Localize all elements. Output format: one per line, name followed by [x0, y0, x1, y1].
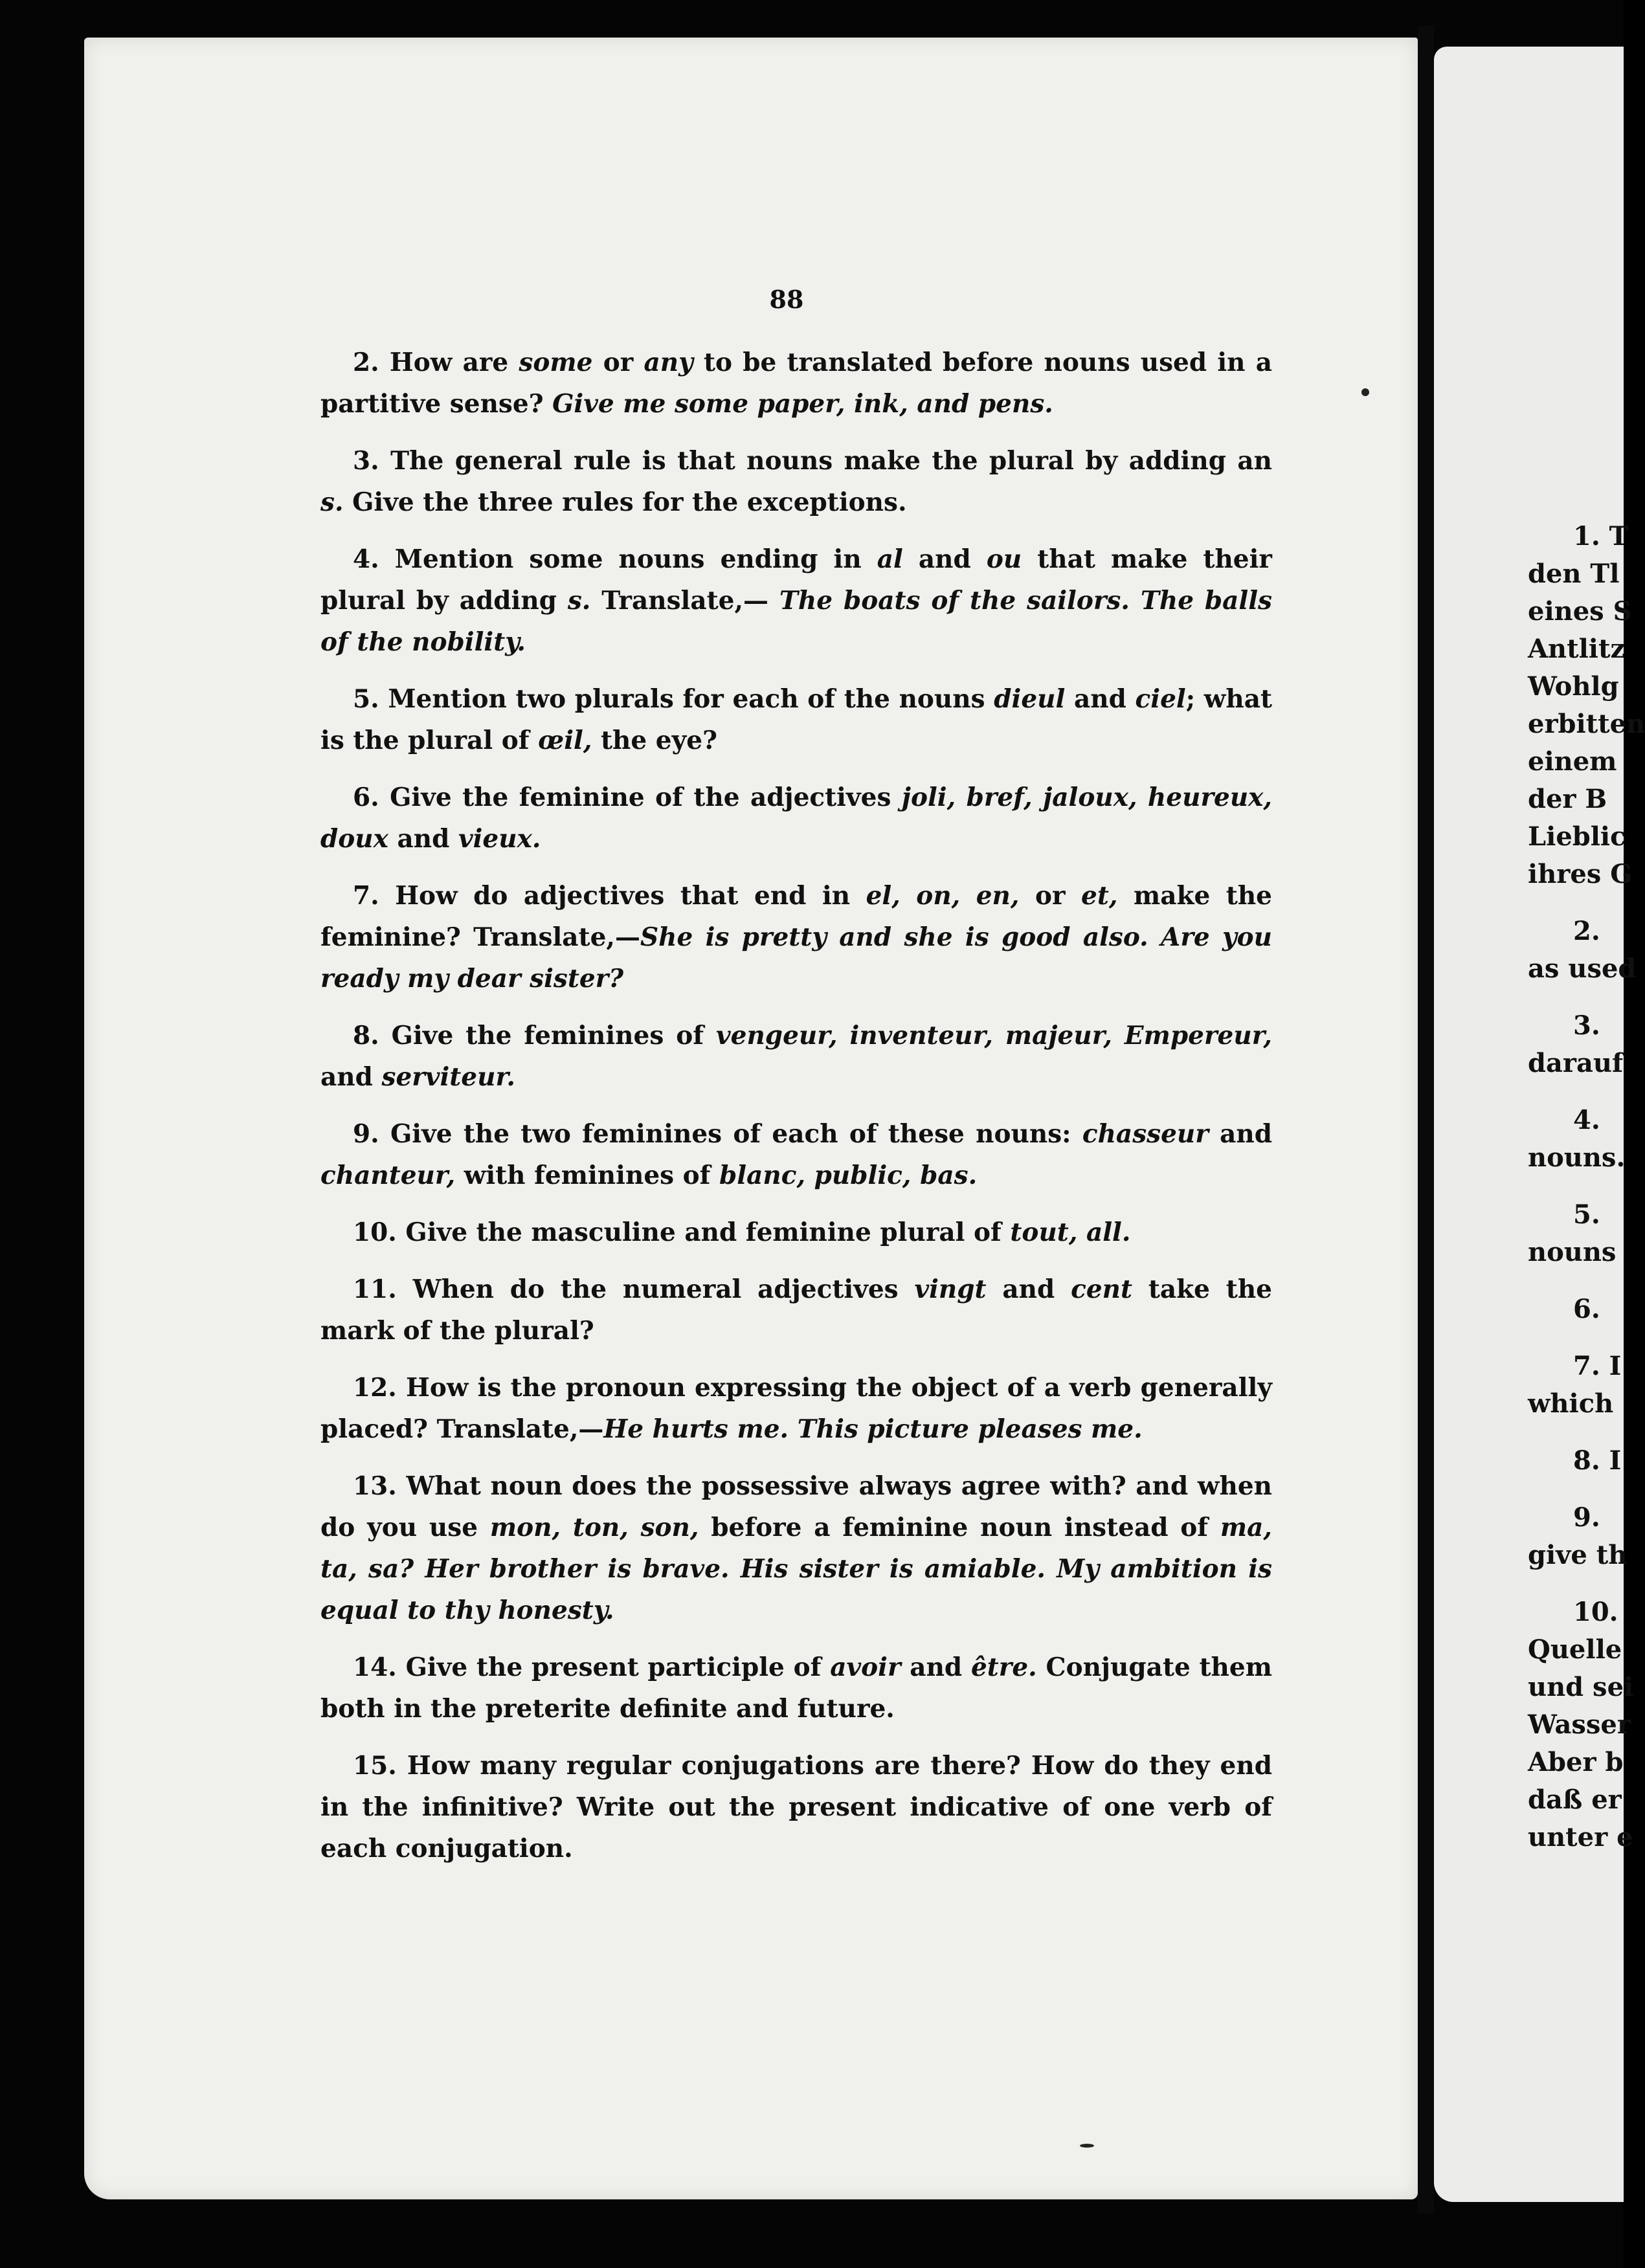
question-text: or	[592, 348, 644, 377]
question-item	[320, 1269, 1272, 1351]
question-italic-text: ciel	[1135, 684, 1186, 714]
question-text: 9. Give the two feminines of each of these nouns:	[353, 1119, 1082, 1149]
question-text: or	[1019, 881, 1082, 911]
facing-page-line: darauf	[1528, 1048, 1624, 1078]
question-italic-text: vengeur, inventeur, majeur, Empereur,	[715, 1021, 1273, 1051]
line-gap	[1528, 1177, 1631, 1196]
question-italic-text: ou	[986, 544, 1022, 574]
question-text: and	[1065, 684, 1136, 714]
facing-page-line: Lieblic	[1528, 821, 1626, 852]
facing-page-line: 2.	[1573, 916, 1600, 946]
question-italic-text: s.	[567, 586, 591, 616]
question-italic-text: et,	[1081, 881, 1118, 911]
facing-page-line: 6.	[1573, 1294, 1600, 1324]
question-text: Give the three rules for the exceptions.	[343, 487, 907, 517]
book-gutter	[1418, 26, 1434, 2214]
line-gap	[1528, 893, 1631, 913]
question-italic-text: joli, bref, jaloux, heureux, doux	[320, 783, 1272, 854]
question-text: 5. Mention two plurals for each of the nouns	[353, 684, 994, 714]
question-text: 7. How do adjectives that end in	[353, 881, 866, 911]
question-text: 14. Give the present participle of	[353, 1652, 831, 1682]
question-item	[320, 875, 1272, 999]
facing-page-line: Wohlg	[1528, 671, 1619, 702]
question-text: 10. Give the masculine and feminine plural of	[353, 1217, 1011, 1247]
question-text: ; what is the plural of	[320, 684, 1273, 755]
question-italic-text: He hurts me. This picture pleases me.	[603, 1414, 1143, 1444]
facing-page-line: der B	[1528, 784, 1607, 814]
facing-page-text	[1528, 518, 1645, 1856]
facing-page-line: 9.	[1573, 1502, 1600, 1533]
question-text: and	[320, 1062, 382, 1092]
line-gap	[1528, 1423, 1631, 1442]
question-text: 4. Mention some nouns ending in	[353, 544, 877, 574]
question-item	[320, 1367, 1272, 1450]
question-text: 13. What noun does the possessive always agree with? and when do you use	[320, 1471, 1272, 1542]
question-italic-text: Give me some paper, ink, and pens.	[552, 389, 1053, 419]
question-text: before a feminine noun instead of	[699, 1513, 1220, 1542]
question-italic-text: ma, ta, sa? Her brother is brave. His sister is amiable. My ambition is equal to thy honesty.	[320, 1513, 1272, 1625]
question-text: Conjugate them both in the preterite definite and future.	[320, 1652, 1272, 1724]
question-italic-text: cent	[1071, 1274, 1133, 1304]
question-item	[320, 1745, 1272, 1869]
question-item	[320, 440, 1272, 523]
facing-page-line: daß er	[1528, 1784, 1622, 1815]
question-text: to be translated before nouns used in a partitive sense?	[320, 348, 1272, 419]
facing-page-line: einem	[1528, 746, 1617, 777]
line-gap	[1528, 1328, 1631, 1348]
facing-page-line: 10.	[1573, 1597, 1618, 1627]
question-italic-text: mon, ton, son,	[489, 1513, 699, 1542]
line-gap	[1528, 988, 1631, 1007]
facing-page-line: unter e	[1528, 1822, 1633, 1852]
question-item	[320, 1212, 1272, 1253]
facing-page-line: Aber b	[1528, 1747, 1624, 1777]
facing-page-line: Antlitz	[1528, 634, 1626, 664]
facing-page-line: give th	[1528, 1540, 1628, 1570]
question-italic-text: vingt	[914, 1274, 987, 1304]
question-text: make the feminine? Translate,—	[320, 881, 1272, 952]
question-italic-text: chanteur,	[320, 1161, 456, 1190]
facing-page-line: nouns.	[1528, 1142, 1626, 1173]
facing-page-line: ihres G	[1528, 859, 1633, 889]
facing-page-line: 3.	[1573, 1010, 1600, 1041]
question-italic-text: vieux.	[458, 824, 541, 854]
question-text: that make their plural by adding	[320, 544, 1272, 616]
question-italic-text: el, on, en,	[866, 881, 1020, 911]
question-item	[320, 1647, 1272, 1729]
question-italic-text: any	[643, 348, 693, 377]
question-text: 6. Give the feminine of the adjectives	[353, 783, 902, 812]
question-list	[320, 342, 1272, 1885]
facing-page-line: erbitten	[1528, 709, 1645, 739]
facing-page-line: 1. T	[1573, 521, 1629, 551]
question-text: 3. The general rule is that nouns make the plural by adding an	[353, 446, 1272, 476]
question-italic-text: She is pretty and she is good also. Are you ready my dear sister?	[320, 922, 1272, 994]
question-text: and	[1208, 1119, 1272, 1149]
question-italic-text: chasseur	[1082, 1119, 1209, 1149]
question-item	[320, 342, 1272, 425]
question-text: the eye?	[592, 726, 717, 755]
question-italic-text: The boats of the sailors. The balls of the nobility.	[320, 586, 1272, 657]
facing-page-line: nouns	[1528, 1237, 1617, 1267]
question-text: 8. Give the feminines of	[353, 1021, 716, 1051]
question-italic-text: al	[877, 544, 903, 574]
line-gap	[1528, 1574, 1631, 1594]
question-italic-text: some	[519, 348, 593, 377]
question-text: and	[388, 824, 458, 854]
facing-page-line: 8. I	[1573, 1445, 1622, 1476]
question-text: take the mark of the plural?	[320, 1274, 1272, 1346]
facing-page-line: as used	[1528, 953, 1637, 984]
question-text: and	[902, 544, 987, 574]
facing-page-line: 4.	[1573, 1105, 1600, 1135]
question-item	[320, 678, 1272, 761]
question-italic-text: blanc, public, bas.	[719, 1161, 978, 1190]
question-italic-text: œil,	[538, 726, 592, 755]
question-text: with feminines of	[455, 1161, 720, 1190]
question-text: 12. How is the pronoun expressing the object of a verb generally placed? Translate,—	[320, 1373, 1272, 1444]
line-gap	[1528, 1480, 1631, 1499]
question-text: Translate,—	[590, 586, 779, 616]
question-item	[320, 1015, 1272, 1098]
question-italic-text: être.	[970, 1652, 1037, 1682]
question-italic-text: s.	[320, 487, 344, 517]
dust-speck	[1361, 388, 1369, 396]
dust-speck	[1080, 2144, 1094, 2148]
question-italic-text: tout, all.	[1010, 1217, 1131, 1247]
question-text: and	[901, 1652, 971, 1682]
facing-page-line: eines S	[1528, 596, 1632, 627]
question-italic-text: serviteur.	[381, 1062, 516, 1092]
line-gap	[1528, 1082, 1631, 1102]
facing-page-line: which	[1528, 1388, 1614, 1419]
facing-page-line: und sei	[1528, 1672, 1634, 1702]
facing-page-line: 7. I	[1573, 1351, 1622, 1381]
question-item	[320, 777, 1272, 860]
page-number: 88	[769, 285, 804, 314]
question-text: 2. How are	[353, 348, 519, 377]
line-gap	[1528, 1271, 1631, 1291]
question-item	[320, 1113, 1272, 1196]
question-text: 11. When do the numeral adjectives	[353, 1274, 915, 1304]
question-italic-text: dieul	[994, 684, 1066, 714]
question-text: and	[986, 1274, 1071, 1304]
facing-page-line: Quelle	[1528, 1634, 1622, 1665]
question-italic-text: avoir	[830, 1652, 901, 1682]
question-item	[320, 539, 1272, 663]
question-text: 15. How many regular conjugations are there? How do they end in the infinitive? Write out the present indicative of one verb of each conjugation.	[320, 1751, 1272, 1863]
facing-page-line: 5.	[1573, 1199, 1600, 1230]
question-item	[320, 1465, 1272, 1631]
facing-page-line: den Tl	[1528, 559, 1620, 589]
facing-page-line: Wasser	[1528, 1709, 1631, 1740]
